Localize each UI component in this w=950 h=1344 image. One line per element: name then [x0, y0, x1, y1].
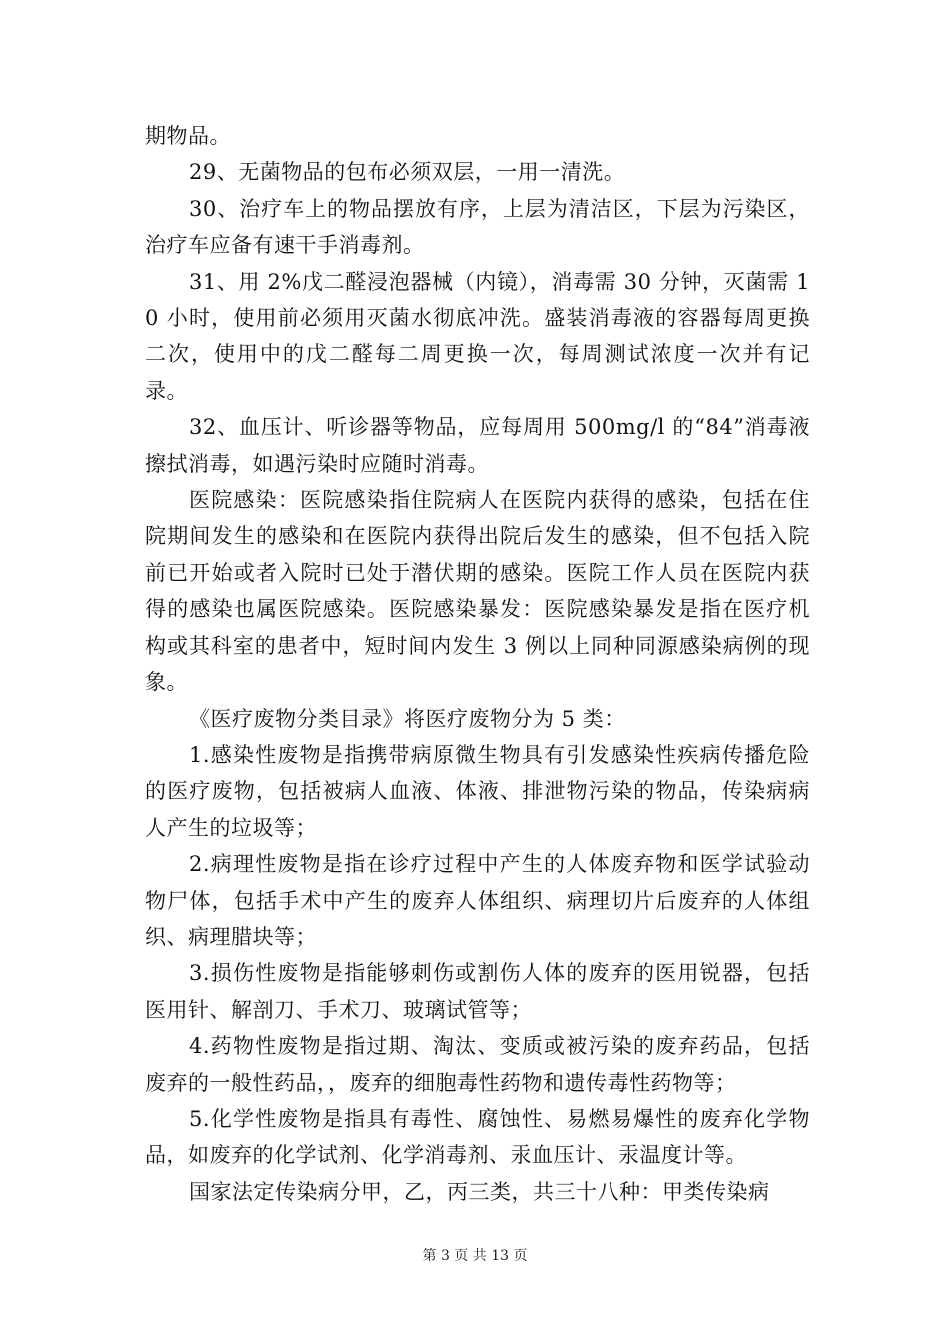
- paragraph-10: 4.药物性废物是指过期、淘汰、变质或被污染的废弃药品，包括废弃的一般性药品，，废弃的细胞毒性药物和遗传毒性药物等；: [145, 1034, 810, 1095]
- paragraph-2: 30、治疗车上的物品摆放有序，上层为清洁区，下层为污染区，治疗车应备有速干手消毒剂。: [145, 196, 810, 258]
- paragraph-12: 国家法定传染病分甲，乙，丙三类，共三十八种：甲类传染病: [189, 1179, 770, 1204]
- page-number: 第 3 页 共 13 页: [422, 1248, 528, 1264]
- paragraph-7: 1.感染性废物是指携带病原微生物具有引发感染性疾病传播危险的医疗废物，包括被病人血液、体液、排泄物污染的物品，传染病病人产生的垃圾等；: [145, 742, 810, 840]
- paragraph-9: 3.损伤性废物是指能够刺伤或割伤人体的废弃的医用锐器，包括医用针、解剖刀、手术刀、玻璃试管等；: [145, 961, 810, 1022]
- paragraph-3: 31、用 2%戊二醛浸泡器械（内镜），消毒需 30 分钟，灭菌需 10 小时，使用前必须用灭菌水彻底冲洗。盛装消毒液的容器每周更换二次，使用中的戊二醛每二周更换一次，每周测试浓度一次并有记录。: [145, 269, 810, 403]
- paragraph-6: 《医疗废物分类目录》将医疗废物分为 5 类：: [189, 706, 626, 731]
- document-body: [145, 118, 810, 1210]
- paragraph-11: 5.化学性废物是指具有毒性、腐蚀性、易燃易爆性的废弃化学物品，如废弃的化学试剂、化学消毒剂、汞血压计、汞温度计等。: [145, 1106, 810, 1168]
- paragraph-0: 期物品。: [145, 124, 231, 148]
- paragraph-4: 32、血压计、听诊器等物品，应每周用 500mg/l 的“84”消毒液擦拭消毒，如遇污染时应随时消毒。: [145, 415, 810, 476]
- paragraph-8: 2.病理性废物是指在诊疗过程中产生的人体废弃物和医学试验动物尸体，包括手术中产生的废弃人体组织、病理切片后废弃的人体组织、病理腊块等；: [145, 852, 810, 949]
- paragraph-1: 29、无菌物品的包布必须双层，一用一清洗。: [189, 160, 626, 185]
- paragraph-5: 医院感染：医院感染指住院病人在医院内获得的感染，包括在住院期间发生的感染和在医院内获得出院后发生的感染，但不包括入院前已开始或者入院时已处于潜伏期的感染。医院工作人员在医院内获得的感染也属医院感染。医院感染暴发：医院感染暴发是指在医疗机构或其科室的患者中，短时间内发生 3 例以上同种同源感染病例的现象。: [145, 488, 810, 695]
- page-footer: [0, 1245, 950, 1265]
